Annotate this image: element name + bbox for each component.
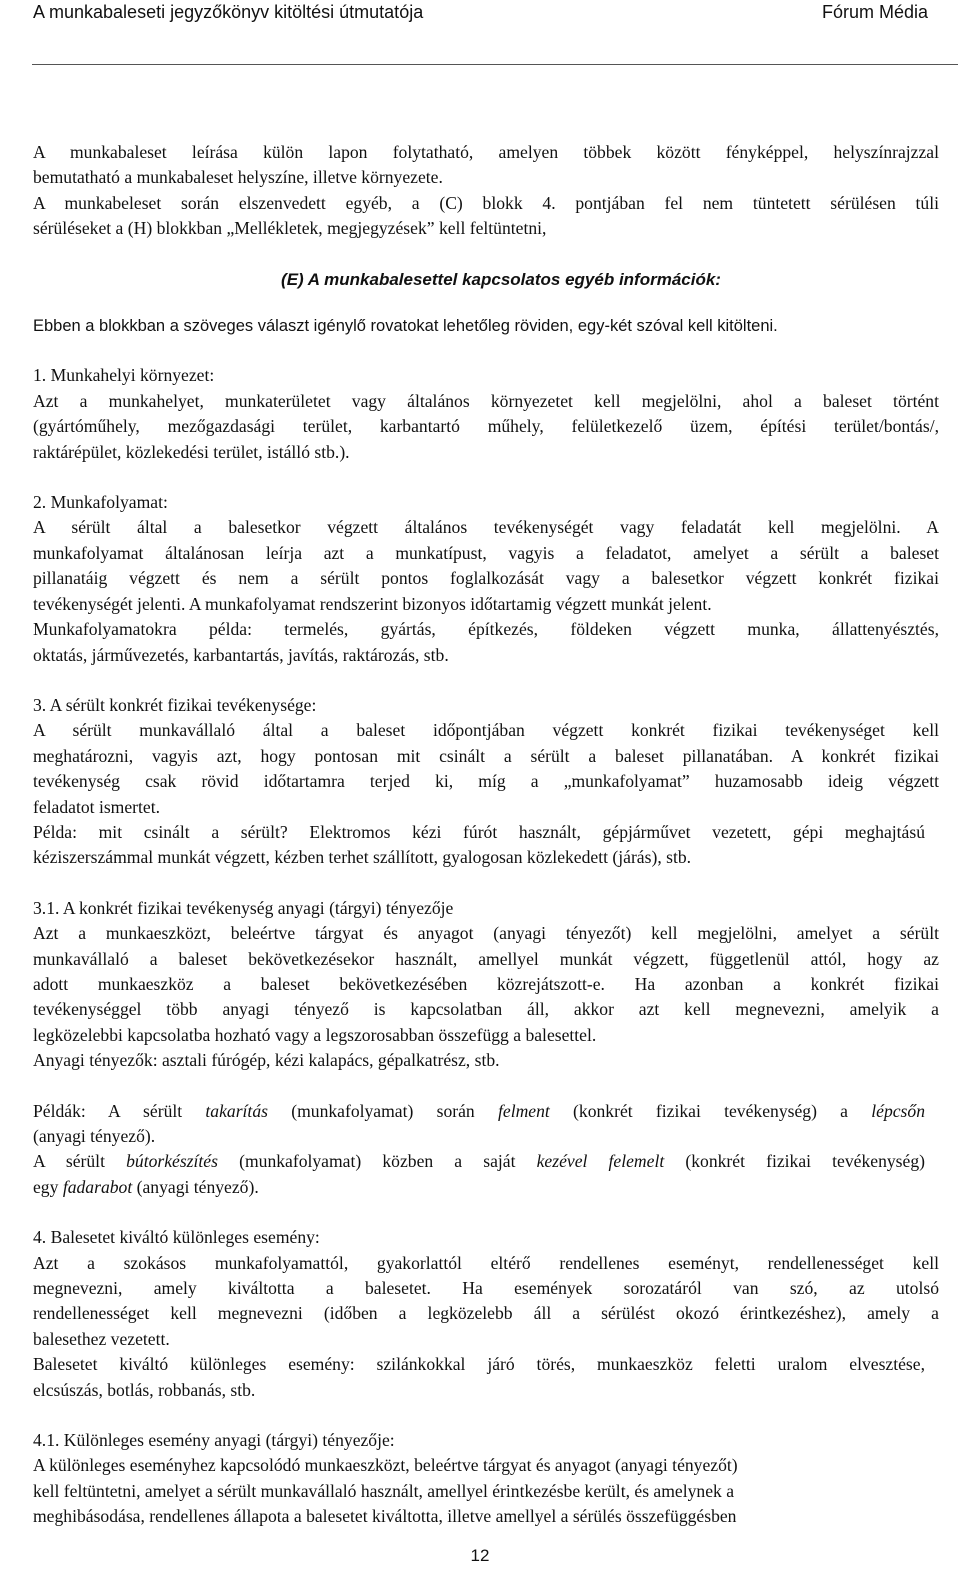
intro-line: bemutatható a munkabaleset helyszíne, illetve környezete. bbox=[33, 167, 443, 188]
section-4-1-line: A különleges eseményhez kapcsolódó munkaeszközt, beleértve tárgyat és anyagot (anyagi tényezőt) bbox=[33, 1455, 738, 1476]
example-2-line: A sérült bútorkészítés (munkafolyamat) közben a saját kezével felemelt (konkrét fizikai tevékenység) bbox=[33, 1151, 925, 1172]
section-1-line: (gyártóműhely, mezőgazdasági terület, karbantartó műhely, felületkezelő üzem, építési terület/bontás/, bbox=[33, 416, 939, 437]
section-3-1-line: Anyagi tényezők: asztali fúrógép, kézi kalapács, gépalkatrész, stb. bbox=[33, 1050, 500, 1071]
section-e-heading: (E) A munkabalesettel kapcsolatos egyéb információk: bbox=[281, 269, 721, 289]
section-3-line: A sérült munkavállaló által a baleset időpontjában végzett konkrét fizikai tevékenységet kell bbox=[33, 720, 939, 741]
section-3-1-line: munkavállaló a baleset bekövetkezésekor használt, amellyel munkát végzett, függetlenül attól, hogy az bbox=[33, 948, 939, 969]
section-1-title: 1. Munkahelyi környezet: bbox=[33, 365, 215, 386]
section-3-1-line: tevékenységgel több anyagi tényező is kapcsolatban áll, akkor azt kell megnevezni, amelyik a bbox=[33, 999, 939, 1020]
section-2-line: pillanatáig végzett és nem a sérült pontos foglalkozását vagy a balesetkor végzett konkrét fizikai bbox=[33, 568, 939, 589]
section-2-line: Munkafolyamatokra példa: termelés, gyártás, építkezés, földeken végzett munka, állattenyésztés, bbox=[33, 619, 939, 640]
page-header bbox=[0, 0, 960, 64]
section-3-line: kéziszerszámmal munkát végzett, kézben terhet szállított, gyalogosan közlekedett (járás), stb. bbox=[33, 847, 692, 868]
section-4-title: 4. Balesetet kiváltó különleges esemény: bbox=[33, 1227, 320, 1248]
example-1-line: (anyagi tényező). bbox=[33, 1126, 156, 1146]
example-2-line: egy fadarabot (anyagi tényező). bbox=[33, 1176, 259, 1197]
section-4-line: rendellenességet kell megnevezni (időben a legközelebb áll a sérülést okozó érintkezéshez), amely a bbox=[33, 1303, 939, 1324]
section-3-line: meghatározni, vagyis azt, hogy pontosan mit csinált a sérült a baleset pillanatában. A konkrét fizikai bbox=[33, 745, 939, 766]
section-3-line: Példa: mit csinált a sérült? Elektromos kézi fúrót használt, gépjárművet vezetett, gépi meghajtású bbox=[33, 821, 925, 842]
publisher-name: Fórum Média bbox=[821, 2, 928, 22]
section-2-line: munkafolyamat általánosan leírja azt a munkatípust, vagyis a feladatot, amelyet a sérült a baleset bbox=[33, 542, 939, 563]
section-4-line: Balesetet kiváltó különleges esemény: szilánkokkal járó törés, munkaeszköz feletti uralom elvesztése, bbox=[33, 1354, 925, 1375]
section-4-1-line: kell feltüntetni, amelyet a sérült munkavállaló használt, amellyel érintkezésbe került, és amelynek a bbox=[33, 1480, 735, 1501]
section-3-title: 3. A sérült konkrét fizikai tevékenysége: bbox=[33, 694, 317, 715]
document-title: A munkabaleseti jegyzőkönyv kitöltési útmutatója bbox=[33, 2, 424, 22]
document-body bbox=[33, 140, 939, 1530]
section-4-line: balesethez vezetett. bbox=[33, 1328, 170, 1349]
intro-line: sérüléseket a (H) blokkban „Mellékletek, megjegyzések” kell feltüntetni, bbox=[33, 218, 547, 239]
section-3-line: feladatot ismertet. bbox=[33, 796, 161, 817]
intro-line: A munkabeleset során elszenvedett egyéb, a (C) blokk 4. pontjában fel nem tüntetett sérülésen túli bbox=[33, 192, 939, 213]
section-3-1-line: legközelebbi kapcsolatba hozható vagy a legszorosabban összefügg a balesettel. bbox=[33, 1024, 597, 1045]
intro-line: A munkabaleset leírása külön lapon folytatható, amelyen többek között fényképpel, helyszínrajzzal bbox=[33, 142, 939, 162]
section-2-title: 2. Munkafolyamat: bbox=[33, 492, 168, 513]
section-4-1-line: meghibásodása, rendellenes állapota a balesetet kiváltotta, illetve amellyel a sérülés összefüggésben bbox=[33, 1506, 737, 1527]
section-4-1-title: 4.1. Különleges esemény anyagi (tárgyi) tényezője: bbox=[33, 1430, 395, 1451]
header-rule bbox=[32, 64, 958, 65]
section-4-line: megnevezni, amely kiváltotta a balesetet. Ha események sorozatáról van szó, az utolsó bbox=[33, 1278, 939, 1299]
page-number: 12 bbox=[470, 1546, 490, 1565]
section-1-line: raktárépület, közlekedési terület, istálló stb.). bbox=[33, 441, 350, 462]
section-3-1-title: 3.1. A konkrét fizikai tevékenység anyagi (tárgyi) tényezője bbox=[33, 897, 454, 918]
section-2-line: oktatás, járművezetés, karbantartás, javítás, raktározás, stb. bbox=[33, 644, 449, 665]
section-3-line: tevékenység csak rövid időtartamra terjed ki, míg a „munkafolyamat” huzamosabb ideig végzett bbox=[33, 771, 939, 792]
example-1-line: Példák: A sérült takarítás (munkafolyamat) során felment (konkrét fizikai tevékenység) a lépcsőn bbox=[33, 1100, 925, 1121]
section-2-line: A sérült által a balesetkor végzett általános tevékenységét vagy feladatát kell megjelölni. A bbox=[33, 517, 939, 538]
section-3-1-line: adott munkaeszköz a baleset bekövetkezésében közrejátszott-e. Ha azonban a konkrét fizikai bbox=[33, 973, 939, 994]
section-e-text: Ebben a blokkban a szöveges választ igénylő rovatokat lehetőleg röviden, egy-két szóval kell kitölteni. bbox=[33, 317, 778, 336]
section-4-line: elcsúszás, botlás, robbanás, stb. bbox=[33, 1379, 256, 1400]
section-1-line: Azt a munkahelyet, munkaterületet vagy általános környezetet kell megjelölni, ahol a baleset történt bbox=[33, 390, 939, 411]
section-2-line: tevékenységét jelenti. A munkafolyamat rendszerint bizonyos időtartamig végzett munkát jelent. bbox=[33, 593, 712, 614]
section-4-line: Azt a szokásos munkafolyamattól, gyakorlattól eltérő rendellenes eseményt, rendellenességet kell bbox=[33, 1252, 939, 1273]
section-3-1-line: Azt a munkaeszközt, beleértve tárgyat és anyagot (anyagi tényezőt) kell megjelölni, amelyet a sérült bbox=[33, 923, 939, 944]
